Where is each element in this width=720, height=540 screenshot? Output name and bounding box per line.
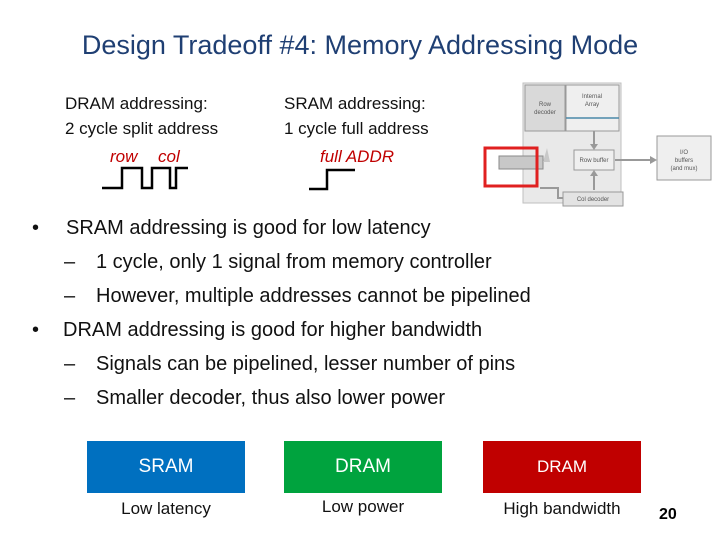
- bullet-dram-good: [32, 313, 482, 347]
- sub-bullet-not-pipelined: [64, 279, 531, 313]
- sram-address-waveform: [305, 164, 365, 194]
- dash-marker: –: [64, 285, 76, 307]
- memory-organization-diagram: [480, 78, 715, 210]
- sub-bullet-one-cycle: [64, 245, 492, 279]
- dram-low-power-caption: Low power: [321, 497, 405, 516]
- dram-low-power-box: [284, 441, 442, 493]
- bullet-text: Smaller decoder, thus also lower power: [96, 387, 446, 409]
- dram-address-waveform: [100, 162, 200, 192]
- bullet-sram-good: [32, 211, 431, 245]
- internal-array-label: Internal Array: [581, 94, 603, 108]
- sram-caption: Low latency: [121, 499, 211, 518]
- dram-addressing-line2: 2 cycle split address: [65, 119, 219, 138]
- io-buffers-label: I/O buffers (and mux): [670, 150, 698, 172]
- bullet-marker: •: [32, 319, 40, 341]
- dram-bandwidth-box: [483, 441, 641, 493]
- bullet-text: 1 cycle, only 1 signal from memory controller: [96, 251, 492, 273]
- dash-marker: –: [64, 353, 76, 375]
- bullet-text: However, multiple addresses cannot be pipelined: [96, 285, 531, 307]
- full-addr-signal-label: full ADDR: [320, 147, 394, 166]
- dram-box-label: DRAM: [335, 456, 391, 477]
- row-buffer-label: Row buffer: [579, 158, 609, 164]
- internal-array-block: [566, 85, 619, 131]
- buffer-to-io-arrowhead: [650, 156, 657, 164]
- sram-box-label: SRAM: [138, 456, 194, 477]
- dram-bandwidth-caption: High bandwidth: [503, 499, 621, 518]
- sram-addressing-label: [284, 91, 429, 141]
- dash-marker: –: [64, 387, 76, 409]
- sub-bullet-smaller-decoder: [64, 381, 445, 415]
- dram-box-label: DRAM: [536, 457, 588, 476]
- bullet-text: SRAM addressing is good for low latency: [66, 217, 431, 239]
- dash-marker: –: [64, 251, 76, 273]
- sram-addressing-line2: 1 cycle full address: [284, 119, 429, 138]
- sram-addressing-line1: SRAM addressing:: [284, 94, 426, 113]
- row-decoder-block: [525, 85, 565, 131]
- col-decoder-label: Col decoder: [576, 197, 610, 203]
- row-signal-label: row: [110, 147, 138, 166]
- bullet-marker: •: [32, 217, 40, 239]
- col-signal-label: col: [158, 147, 180, 166]
- bullet-text: DRAM addressing is good for higher bandwidth: [63, 319, 483, 341]
- dram-addressing-line1: DRAM addressing:: [65, 94, 208, 113]
- bullet-text: Signals can be pipelined, lesser number of pins: [96, 353, 516, 375]
- sram-box: [87, 441, 245, 493]
- page-number: 20: [659, 506, 677, 523]
- slide-title: Design Tradeoff #4: Memory Addressing Mode: [81, 30, 639, 60]
- sub-bullet-pipelined: [64, 347, 515, 381]
- row-decoder-label: Row decoder: [534, 102, 556, 116]
- dram-addressing-label: [65, 91, 218, 141]
